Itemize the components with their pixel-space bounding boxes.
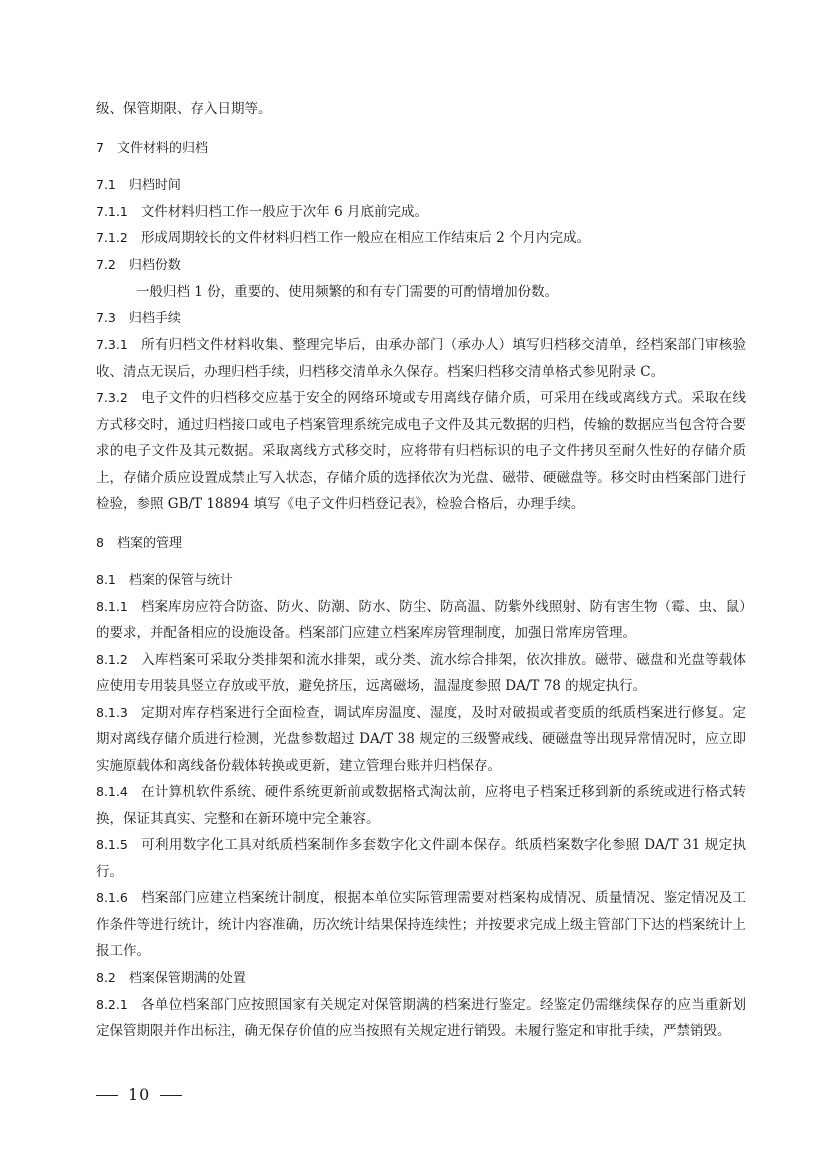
clause-number: 7.1.2 [96, 230, 128, 245]
subsection-title: 归档份数 [128, 257, 181, 273]
subsection-8-1-heading [96, 567, 746, 594]
clause-number: 7.1.1 [96, 203, 128, 219]
subsection-title: 归档手续 [128, 311, 181, 326]
subsection-number: 7.1 [96, 176, 116, 192]
page-body [96, 96, 746, 1045]
subsection-7-2-heading [96, 252, 746, 279]
clause-7-3-2 [96, 385, 746, 518]
subsection-7-3-heading [96, 305, 746, 332]
subsection-number: 7.2 [96, 256, 116, 272]
clause-text: 各单位档案部门应按照国家有关规定对保管期满的档案进行鉴定。经鉴定仍需继续保存的应当重新划定保管期限并作出标注，确无保存价值的应当按照有关规定进行销毁。未履行鉴定和审批手续，严禁销毁。 [96, 996, 746, 1039]
clause-number: 8.1.6 [96, 890, 128, 905]
clause-8-1-1 [96, 594, 746, 647]
clause-number: 8.1.2 [96, 651, 128, 667]
footer-dash-left [96, 1095, 118, 1096]
clause-text: 入库档案可采取分类排架和流水排架，或分类、流水综合排架，依次排放。磁带、磁盘和光盘等载体应使用专用装具竖立存放或平放，避免挤压，远离磁场，温湿度参照 DA/T 78 的规定执行。 [96, 651, 746, 694]
clause-8-1-2 [96, 647, 746, 700]
clause-number: 7.3.1 [96, 337, 128, 352]
clause-text: 文件材料归档工作一般应于次年 6 月底前完成。 [140, 203, 428, 220]
intro-line: 级、保管期限、存入日期等。 [96, 101, 272, 117]
clause-number: 8.1.1 [96, 598, 128, 614]
clause-text: 电子文件的归档移交应基于安全的网络环境或专用离线存储介质，可采用在线或离线方式。采取在线方式移交时，通过归档接口或电子档案管理系统完成电子文件及其元数据的归档，传输的数据应当包含符合要求的电子文件及其元数据。采取离线方式移交时，应将带有归档标识的电子文件拷贝至耐久性好的存储介质上，存储介质应设置成禁止写入状态，存储介质的选择依次为光盘、磁带、硬磁盘等。移交时由档案部门进行检验，参照 GB/T 18894 填写《电子文件归档登记表》，检验合格后，办理手续。 [96, 390, 746, 512]
section-number: 8 [96, 534, 104, 550]
subsection-number: 8.1 [96, 571, 116, 587]
clause-number: 8.2.1 [96, 996, 128, 1012]
page-number: 10 [128, 1085, 151, 1104]
clause-7-1-2 [96, 225, 746, 252]
clause-text: 定期对库存档案进行全面检查，调试库房温度、湿度，及时对破损或者变质的纸质档案进行修复。定期对离线存储介质进行检测，光盘参数超过 DA/T 38 规定的三级警戒线、硬磁盘等出现异常情况时，应立即实施原载体和离线备份载体转换或更新，建立管理台账并归档保存。 [96, 704, 746, 774]
subsection-number: 7.3 [96, 310, 116, 325]
section-7-heading [96, 135, 746, 162]
clause-8-1-4 [96, 779, 746, 832]
section-title: 文件材料的归档 [116, 140, 208, 156]
subsection-title: 归档时间 [128, 177, 181, 193]
subsection-8-2-heading [96, 965, 746, 992]
clause-number: 8.1.3 [96, 704, 128, 720]
page-footer [96, 1085, 182, 1104]
section-number: 7 [96, 139, 104, 155]
subsection-title: 档案保管期满的处置 [128, 970, 246, 986]
clause-text: 可利用数字化工具对纸质档案制作多套数字化文件副本保存。纸质档案数字化参照 DA/T 31 规定执行。 [96, 837, 746, 880]
clause-number: 8.1.4 [96, 784, 128, 799]
subsection-number: 8.2 [96, 969, 116, 985]
clause-text: 形成周期较长的文件材料归档工作一般应在相应工作结束后 2 个月内完成。 [140, 230, 590, 246]
clause-8-1-6 [96, 885, 746, 965]
clause-8-1-3 [96, 700, 746, 780]
clause-number: 8.1.5 [96, 837, 128, 852]
clause-text: 所有归档文件材料收集、整理完毕后，由承办部门（承办人）填写归档移交清单，经档案部门审核验收、清点无误后，办理归档手续，归档移交清单永久保存。档案归档移交清单格式参见附录 C。 [96, 337, 746, 380]
subsection-title: 档案的保管与统计 [128, 572, 233, 588]
clause-8-2-1 [96, 992, 746, 1045]
section-title: 档案的管理 [116, 535, 182, 551]
clause-7-1-1 [96, 199, 746, 226]
clause-number: 7.3.2 [96, 390, 128, 405]
paragraph-7-2: 一般归档 1 份，重要的、使用频繁的和有专门需要的可酌情增加份数。 [136, 283, 559, 300]
subsection-7-1-heading [96, 172, 746, 199]
clause-text: 在计算机软件系统、硬件系统更新前或数据格式淘汰前，应将电子档案迁移到新的系统或进行格式转换，保证其真实、完整和在新环境中完全兼容。 [96, 784, 746, 827]
section-8-heading [96, 530, 746, 557]
clause-text: 档案部门应建立档案统计制度，根据本单位实际管理需要对档案构成情况、质量情况、鉴定情况及工作条件等进行统计，统计内容准确，历次统计结果保持连续性；并按要求完成上级主管部门下达的档案统计上报工作。 [96, 890, 746, 959]
clause-8-1-5 [96, 832, 746, 885]
clause-7-3-1 [96, 332, 746, 385]
clause-text: 档案库房应符合防盗、防火、防潮、防水、防尘、防高温、防紫外线照射、防有害生物（霉、虫、鼠）的要求，并配备相应的设施设备。档案部门应建立档案库房管理制度，加强日常库房管理。 [96, 598, 746, 641]
footer-dash-right [160, 1095, 182, 1096]
